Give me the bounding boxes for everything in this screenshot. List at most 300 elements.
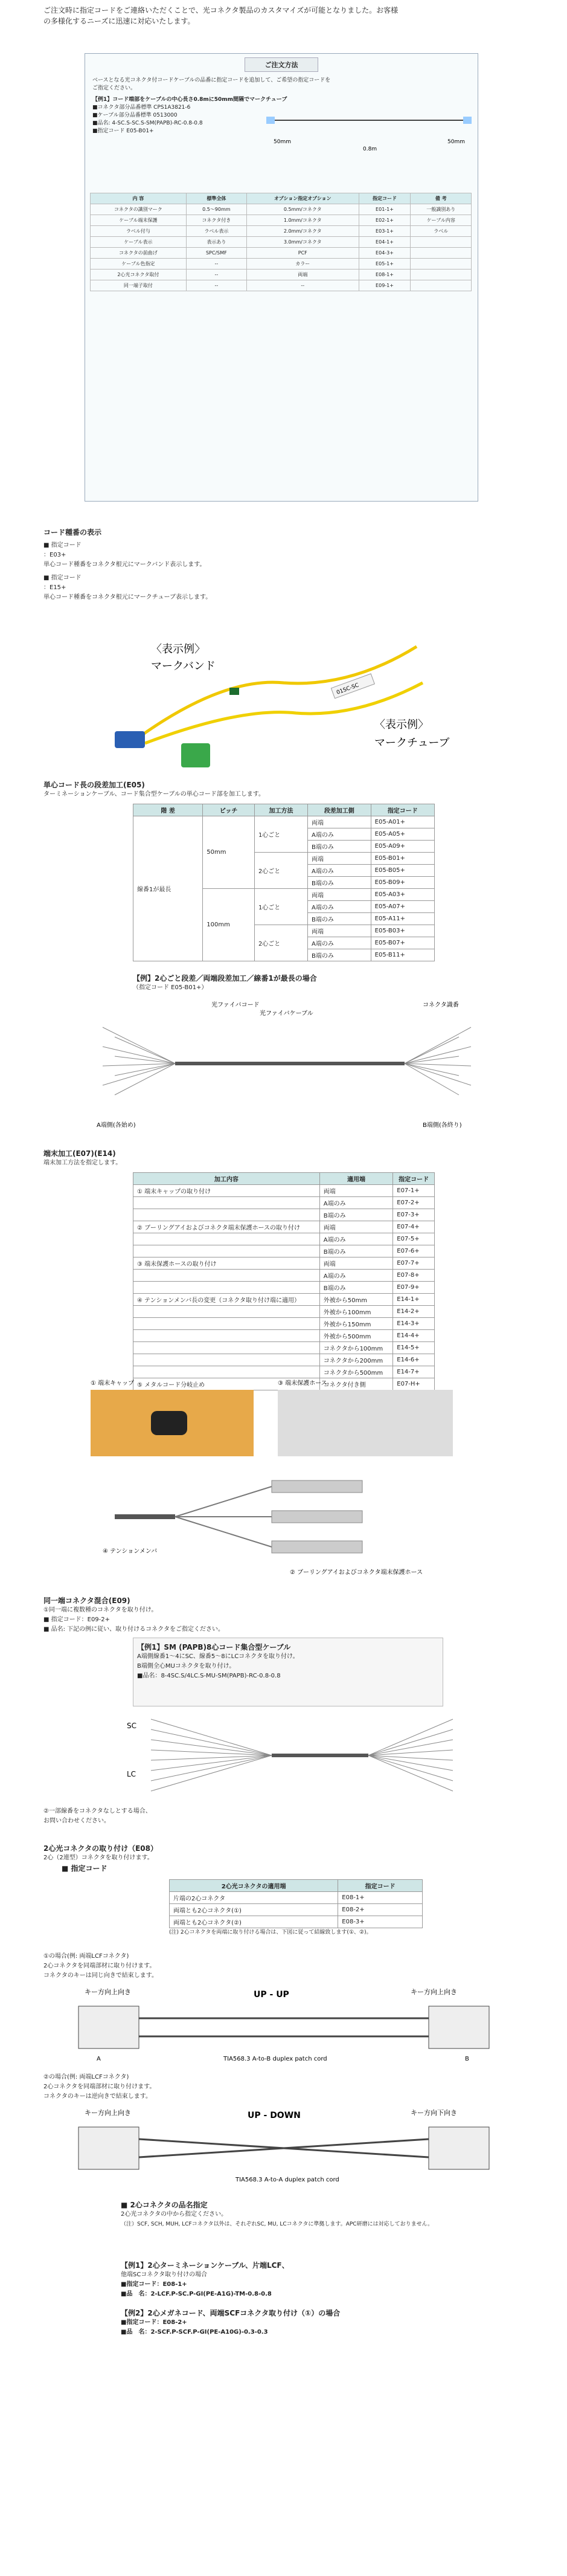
same-desc: ①同一端に複数種のコネクタを取り付け。 [43,1607,158,1613]
order-cell-std: 0.5〜90mm [186,204,246,215]
terminal-cell: E07-9+ [393,1282,435,1294]
branch [175,1517,272,1547]
order-row [91,215,472,226]
ex2-code: ■指定コード：E08-2+ [121,2319,187,2326]
label-lc: LC [127,1770,136,1778]
duplex-conn-left [78,2127,139,2169]
order-cell-std: -- [186,259,246,270]
terminal-cell: 両端 [319,1221,392,1233]
terminal-row [133,1294,435,1306]
header-code: 指定コード [359,193,411,204]
ex1-line: 他端SCコネクタ取り付けの場合 [121,2271,208,2278]
terminal-cell: E07-7+ [393,1257,435,1270]
terminal-table [133,1172,435,1390]
case2: ②の場合(例: 両端LCFコネクタ) [43,2074,129,2080]
terminal-title: 端末加工(E07)(E14) [43,1149,116,1158]
duplex-row [170,1916,423,1928]
ex1-title: 【例1】2心ターミネーションケーブル、片端LCF、 [121,2261,289,2270]
ex1-code: ■指定コード：E08-1+ [121,2281,187,2288]
terminal-cell: E07-3+ [393,1209,435,1221]
single-core-diagram [85,997,495,1136]
sc-example-title: 【例】2心ごと段差／両端段差加工／線番1が最長の場合 [133,974,317,983]
sc-h2: 加工方法 [254,804,307,816]
code: E05-A11+ [371,913,434,925]
duplex-examples [121,2260,483,2337]
stage-label: 線番1が最長 [133,816,203,961]
order-desc-line2: ご指定ください。 [92,85,136,91]
order-cell-std: コネクタ付き [186,215,246,226]
terminal-desc: 端末加工方法を指定します。 [43,1160,122,1166]
terminal-cell: E07-2+ [393,1197,435,1209]
order-ex-item: ■コネクタ部分品番標準 CPS1A3821-6 [92,105,191,111]
terminal-cell [133,1342,320,1354]
terminal-cell [133,1366,320,1378]
fiber-left [115,1056,175,1064]
fiber [368,1719,453,1755]
cord-code-1: ：E03+ [43,552,66,558]
duplex-note: (注) 2心コネクタを両端に取り付ける場合は、下図に従って結線致します(①、②)。 [169,1929,372,1935]
case2b: コネクタのキーは逆向きで結束します。 [43,2093,152,2100]
connector-left [266,117,275,124]
duplex-title: 2心光コネクタの取り付け（E08） [43,1844,158,1853]
single-core-desc: ターミネーションケーブル、コード集合型ケーブルの単心コード部を加工します。 [43,791,264,798]
method: 2心ごと [254,853,307,889]
order-cell-content: コネクタの識別マーク [91,204,187,215]
code: E05-B01+ [371,853,434,865]
order-cell-code: E04-3+ [359,248,411,259]
case1: ①の場合(例: 両端LCFコネクタ) [43,1953,129,1960]
hose [272,1480,362,1493]
code: E05-A09+ [371,841,434,853]
fan-lines [103,1027,471,1095]
header-note: 備 考 [411,193,472,204]
terminal-cell: E07-H+ [393,1378,435,1390]
intro-text [43,5,527,27]
fiber-left [103,1047,175,1064]
callout1: 〈表示例〉 [151,643,205,656]
terminal-row [133,1306,435,1318]
fiber [368,1755,453,1791]
case1-diagram [72,1985,495,2064]
order-cell-std: ラベル表示 [186,226,246,237]
terminal-cell: A端のみ [319,1197,392,1209]
order-cell-opt: 両端 [246,270,359,280]
ex2-name: ■品 名：2-SCF.P-SCF.P-GI(PE-A10G)-0.3-0.3 [121,2329,268,2336]
order-cell-note [411,248,472,259]
duplex-cell: E08-1+ [338,1892,423,1904]
terminal-cell: E07-8+ [393,1270,435,1282]
order-row [91,270,472,280]
terminal-cell: A端のみ [319,1233,392,1245]
same-title: 同一端コネクタ混合(E09) [43,1596,130,1605]
order-ex-item: ■指定コード E05-B01+ [92,128,154,134]
terminal-cell: 両端 [319,1257,392,1270]
label-pulling: ② ブーリングアイおよびコネクタ端末保護ホース [290,1569,423,1576]
cord-display-section [43,527,527,602]
terminal-cell: ③ 端末保護ホースの取り付け [133,1257,320,1270]
terminal-cell: ① 端末キャップの取り付け [133,1185,320,1197]
terminal-diagram [91,1378,477,1583]
dim-mid: 0.8m [363,146,377,152]
order-cell-note [411,270,472,280]
duplex-cell: E08-3+ [338,1916,423,1928]
terminal-cell: E14-2+ [393,1306,435,1318]
code: E05-A05+ [371,828,434,841]
name-note: （注）SCF, SCH, MUH, LCFコネクタ以外は、それぞれSC, MU, LCコネクタに準拠します。APC研磨には対応しておりません。 [121,2221,434,2227]
same-ex-line2: B端側全心MUコネクタを取り付け。 [137,1663,235,1670]
terminal-cell: B端のみ [319,1209,392,1221]
order-example-label: 【例1】コード端部をケーブルの中心長さ0.8mに50mm間隔でマークチューブ [92,97,287,103]
pitch: 50mm [203,816,255,889]
label-b: B端側(各終り) [423,1122,462,1129]
same-example-box [133,1638,443,1706]
cord-code-2: ：E15+ [43,584,66,591]
hose-photo [278,1390,453,1456]
key-up-right: キー方向上向き [411,1988,457,1996]
side: A端のみ [307,828,371,841]
terminal-cell: コネクタから200mm [319,1354,392,1366]
single-core-title: 単心コード長の段差加工(E05) [43,781,145,789]
terminal-cell: 外被から500mm [319,1330,392,1342]
side: A端のみ [307,937,371,949]
order-method-table [90,193,472,291]
side: 両端 [307,853,371,865]
order-cell-note [411,237,472,248]
order-cell-content: ラベル付与 [91,226,187,237]
t-h2: 指定コード [393,1173,435,1185]
order-cell-note: 一般識別あり [411,204,472,215]
code: E05-B05+ [371,865,434,877]
duplex-conn-right [429,2006,489,2048]
order-cell-content: 2心光コネクタ取付 [91,270,187,280]
same-note1: ②一部線番をコネクタなしとする場合、 [43,1808,152,1815]
method: 1心ごと [254,816,307,853]
terminal-cell [133,1306,320,1318]
header-std: 標準全体 [186,193,246,204]
label-id: コネクタ識番 [423,1002,459,1009]
fiber-right [405,1037,459,1064]
order-row [91,204,472,215]
duplex-table [169,1879,423,1928]
terminal-row [133,1185,435,1197]
fiber [151,1740,272,1755]
cord-display-title: コード種番の表示 [43,528,102,537]
duplex-code-title: ■ 指定コード [62,1864,107,1873]
terminal-cell: ② ブーリングアイおよびコネクタ端末保護ホースの取り付け [133,1221,320,1233]
terminal-cell: E07-1+ [393,1185,435,1197]
code: E05-B03+ [371,925,434,937]
order-cell-opt: -- [246,280,359,291]
terminal-row [133,1282,435,1294]
dim-right: 50mm [447,139,465,145]
terminal-cell: B端のみ [319,1245,392,1257]
same-notes [43,1807,152,1826]
order-cell-note [411,280,472,291]
sc-h0: 階 差 [133,804,203,816]
single-core-table [133,804,435,961]
label-bare: 光ファイバコード [211,1002,260,1009]
intro-line2: の多様化するニーズに迅速に対応いたします。 [43,17,195,25]
order-cell-opt: 3.0mm/コネクタ [246,237,359,248]
terminal-cell [133,1330,320,1342]
same-note2: お問い合わせください。 [43,1818,110,1824]
lc-connector [115,731,145,748]
key-up-left: キー方向上向き [85,2109,131,2117]
order-cell-content: ケーブル表示 [91,237,187,248]
order-cell-opt: 0.5mm/コネクタ [246,204,359,215]
side: 両端 [307,816,371,828]
code: E05-B11+ [371,949,434,961]
fiber [151,1755,272,1791]
dim-left: 50mm [274,139,291,145]
terminal-cell: E07-5+ [393,1233,435,1245]
order-cell-opt: 2.0mm/コネクタ [246,226,359,237]
up-up-label: UP - UP [254,1990,289,2000]
cord-code-label-1: ■ 指定コード [43,542,82,549]
order-cell-std: -- [186,280,246,291]
terminal-cell: E14-4+ [393,1330,435,1342]
case2-text [43,2073,155,2102]
side: A端のみ [307,901,371,913]
fiber-right [405,1027,471,1064]
hose [272,1511,362,1523]
terminal-cell: E14-6+ [393,1354,435,1366]
t-h1: 適用端 [319,1173,392,1185]
sc-connector [181,743,210,767]
terminal-cell: コネクタ付き側 [319,1378,392,1390]
label-cable: 光ファイバケーブル [260,1010,313,1017]
code: E05-A01+ [371,816,434,828]
terminal-row [133,1245,435,1257]
code: E05-A03+ [371,889,434,901]
order-desc-line1: ベースとなる光コネクタ付コードケーブルの品番に指定コードを追加して、ご希望の指定コードを [92,77,331,83]
duplex-cell: 両端とも2心コネクタ(②) [170,1916,338,1928]
order-row [91,259,472,270]
duplex-conn-left [78,2006,139,2048]
name-desc: 2心光コネクタの中から指定ください。 [121,2211,228,2218]
order-method-title: ご注文方法 [245,57,318,72]
single-core-row [133,816,435,828]
terminal-row [133,1257,435,1270]
order-cable-diagram [266,90,472,157]
order-cell-code: E09-1+ [359,280,411,291]
terminal-cell: 外被から150mm [319,1318,392,1330]
sc-example-sub: （指定コード E05-B01+） [133,984,208,991]
hose [272,1541,362,1553]
fiber-left [103,1064,175,1085]
terminal-cell: E14-7+ [393,1366,435,1378]
duplex-section [43,1843,527,1873]
terminal-cell: コネクタから500mm [319,1366,392,1378]
fiber-right [405,1056,459,1064]
same-ex-title: 【例1】SM (PAPB)8心コード集合型ケーブル [137,1643,291,1651]
terminal-cell [133,1197,320,1209]
order-cell-content: ケーブル端末保護 [91,215,187,226]
code: E05-B09+ [371,877,434,889]
order-method-box [85,53,478,502]
terminal-cell: ⑤ メタルコード分岐止め [133,1378,320,1390]
up-down-label: UP - DOWN [248,2111,301,2120]
terminal-cell: 外被から50mm [319,1294,392,1306]
terminal-row [133,1318,435,1330]
terminal-cell: E14-3+ [393,1318,435,1330]
order-row [91,280,472,291]
label-b: B [465,2056,469,2062]
terminal-cell [133,1233,320,1245]
name-spec [121,2200,459,2229]
branch [175,1487,272,1517]
label-a: A [97,2056,101,2062]
single-core-section [43,780,527,799]
terminal-cell: E14-1+ [393,1294,435,1306]
fiber [151,1719,272,1755]
terminal-cell: ④ テンションメンバ長の変更（コネクタ取り付け端に適用） [133,1294,320,1306]
fiber [368,1750,453,1755]
label-hose: ③ 端末保護ホース [278,1380,327,1387]
order-cell-opt: 1.0mm/コネクタ [246,215,359,226]
terminal-cell: E14-5+ [393,1342,435,1354]
mark-band [229,688,239,695]
order-cell-code: E03-1+ [359,226,411,237]
callout2b: マークチューブ [374,737,450,749]
terminal-cell [133,1270,320,1282]
terminal-row [133,1342,435,1354]
fiber [368,1729,453,1755]
terminal-cell: E07-6+ [393,1245,435,1257]
same-connector-section [43,1595,539,1635]
order-cell-note [411,259,472,270]
order-cell-note: ラベル [411,226,472,237]
duplex-cell: 片端の2心コネクタ [170,1892,338,1904]
case1a: 2心コネクタを同端部材に取り付けます。 [43,1963,156,1969]
terminal-row [133,1233,435,1245]
fiber-right [405,1064,471,1085]
order-row [91,237,472,248]
ex1-name: ■品 名：2-LCF.P-SC.P-GI(PE-A1G)-TM-0.8-0.8 [121,2291,272,2297]
std2: TIA568.3 A-to-A duplex patch cord [235,2177,339,2183]
fiber-right [405,1047,471,1064]
t-h0: 加工内容 [133,1173,320,1185]
order-cell-std: -- [186,270,246,280]
sc-h3: 段差加工側 [307,804,371,816]
terminal-cell: 外被から100mm [319,1306,392,1318]
order-cell-content: 同一端子取付 [91,280,187,291]
side: 両端 [307,925,371,937]
duplex-cell: 両端とも2心コネクタ(①) [170,1904,338,1916]
terminal-cell [133,1245,320,1257]
order-cell-content: ケーブル色指定 [91,259,187,270]
order-row [91,248,472,259]
side: B端のみ [307,913,371,925]
order-cell-note: ケーブル内容 [411,215,472,226]
name-title: ■ 2心コネクタの品名指定 [121,2201,208,2209]
connector-right [463,117,472,124]
callout1b: マークバンド [151,660,216,673]
fiber [368,1740,453,1755]
same-desc2: ■ 品名: 下記の例に従い、取り付けるコネクタをご指定ください。 [43,1626,224,1633]
order-row [91,226,472,237]
fiber [151,1729,272,1755]
tube-text: 01SC-SC [336,682,360,696]
case1b: コネクタのキーは同じ向きで結束します。 [43,1972,158,1979]
terminal-section [43,1148,527,1168]
std1: TIA568.3 A-to-B duplex patch cord [223,2056,327,2062]
same-connector-diagram [127,1710,465,1801]
code: E05-B07+ [371,937,434,949]
sc-h1: ピッチ [203,804,255,816]
label-cap: ① 端末キャップ [91,1380,135,1387]
terminal-cell: コネクタから100mm [319,1342,392,1354]
side: 両端 [307,889,371,901]
terminal-row [133,1330,435,1342]
header-opt: オプション指定オプション [246,193,359,204]
duplex-conn-right [429,2127,489,2169]
cord-desc-2: 単心コード種番をコネクタ根元にマークチューブ表示します。 [43,594,212,601]
duplex-row [170,1904,423,1916]
terminal-cell [133,1318,320,1330]
side: B端のみ [307,841,371,853]
case2-diagram [72,2106,495,2184]
terminal-cell [133,1282,320,1294]
terminal-row [133,1221,435,1233]
fiber-right [405,1064,459,1095]
same-ex-line1: A端側線番1〜4にSC、線番5〜8にLCコネクタを取り付け。 [137,1653,299,1660]
terminal-row [133,1366,435,1378]
fiber-left [115,1037,175,1064]
terminal-cell: A端のみ [319,1270,392,1282]
d-h1: 指定コード [338,1880,423,1892]
cord-desc-1: 単心コード種番をコネクタ根元にマークバンド表示します。 [43,561,206,568]
order-cell-opt: PCF [246,248,359,259]
single-core-example [133,973,317,993]
order-cell-code: E08-1+ [359,270,411,280]
terminal-cell: E07-4+ [393,1221,435,1233]
order-cell-code: E04-1+ [359,237,411,248]
label-a: A端側(各始め) [97,1122,136,1129]
ex2-title: 【例2】2心メガネコード、両端SCFコネクタ取り付け（①）の場合 [121,2309,341,2317]
terminal-row [133,1209,435,1221]
method: 2心ごと [254,925,307,961]
order-cell-content: コネクタの前曲げ [91,248,187,259]
order-cell-code: E02-1+ [359,215,411,226]
terminal-row [133,1354,435,1366]
order-ex-item: ■ケーブル部分品番標準 0513000 [92,112,178,118]
header-content: 内 容 [91,193,187,204]
fiber-left [103,1027,175,1064]
cord-code-label-2: ■ 指定コード [43,575,82,581]
cord-photo [91,610,465,773]
method: 1心ごと [254,889,307,925]
terminal-cell: B端のみ [319,1282,392,1294]
key-down-right: キー方向下向き [411,2109,457,2117]
pitch: 100mm [203,889,255,961]
duplex-desc: 2心（2連型）コネクタを取り付けます。 [43,1855,153,1861]
order-cell-code: E05-1+ [359,259,411,270]
duplex-cell: E08-2+ [338,1904,423,1916]
terminal-cell [133,1354,320,1366]
case2a: 2心コネクタを同端部材に取り付けます。 [43,2084,156,2090]
sc-h4: 指定コード [371,804,434,816]
terminal-cell: 両端 [319,1185,392,1197]
cap [151,1411,187,1435]
side: B端のみ [307,949,371,961]
order-cell-std: SPC/SMF [186,248,246,259]
key-up-left: キー方向上向き [85,1988,131,1996]
fiber [151,1750,272,1755]
order-ex-item: ■品名: 4-SC.S-SC.S-SM(PAPB)-RC-0.8-0.8 [92,120,203,126]
side: A端のみ [307,865,371,877]
label-sc: SC [127,1722,136,1730]
